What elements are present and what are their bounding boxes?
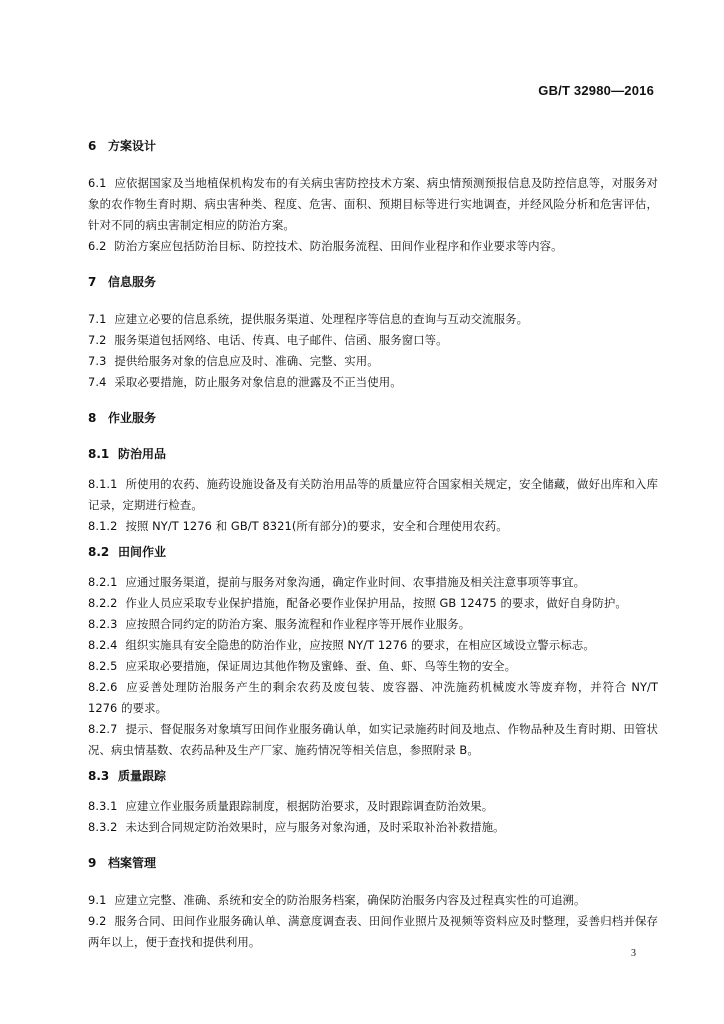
- clause-8-2-4: [88, 635, 658, 656]
- clause-number: 8.2.6: [88, 680, 118, 694]
- section-heading-6: [88, 137, 658, 155]
- clause-8-1-2: [88, 516, 658, 537]
- subsection-title: 田间作业: [118, 545, 167, 559]
- document-body: [88, 137, 658, 953]
- section-heading-8: [88, 409, 658, 427]
- clause-text: 应采取必要措施，保证周边其他作物及蜜蜂、蚕、鱼、虾、鸟等生物的安全。: [125, 659, 517, 673]
- subsection-heading-8-2: [88, 543, 658, 561]
- clause-text: 应建立作业服务质量跟踪制度，根据防治要求，及时跟踪调查防治效果。: [125, 799, 494, 813]
- clause-text: 应按照合同约定的防治方案、服务流程和作业程序等开展作业服务。: [125, 617, 471, 631]
- section-heading-9: [88, 854, 658, 872]
- subsection-number: 8.3: [88, 769, 110, 783]
- clause-number: 8.2.2: [88, 596, 118, 610]
- clause-number: 8.2.1: [88, 575, 118, 589]
- clause-text: 应妥善处理防治服务产生的剩余农药及废包装、废容器、冲洗施药机械废水等废弃物，并符合 NY/T 1276 的要求。: [88, 680, 658, 715]
- clause-number: 8.3.2: [88, 820, 118, 834]
- clause-number: 7.1: [88, 312, 107, 326]
- clause-number: 7.2: [88, 333, 107, 347]
- clause-number: 8.2.5: [88, 659, 118, 673]
- clause-text: 服务合同、田间作业服务确认单、满意度调查表、田间作业照片及视频等资料应及时整理，妥善归档并保存两年以上，便于查找和提供利用。: [88, 914, 658, 949]
- subsection-title: 防治用品: [118, 447, 167, 461]
- section-number: 9: [88, 856, 97, 870]
- clause-number: 8.2.4: [88, 638, 118, 652]
- clause-number: 9.1: [88, 893, 107, 907]
- clause-8-2-1: [88, 572, 658, 593]
- standard-code: GB/T 32980—2016: [538, 83, 654, 98]
- clause-7-2: [88, 330, 658, 351]
- clause-text: 采取必要措施，防止服务对象信息的泄露及不正当使用。: [114, 375, 402, 389]
- clause-7-3: [88, 351, 658, 372]
- clause-9-2: [88, 911, 658, 953]
- subsection-heading-8-1: [88, 445, 658, 463]
- clause-number: 6.2: [88, 239, 107, 253]
- clause-text: 未达到合同规定防治效果时，应与服务对象沟通，及时采取补治补救措施。: [125, 820, 505, 834]
- clause-text: 应依据国家及当地植保机构发布的有关病虫害防控技术方案、病虫情预测预报信息及防控信息等，对服务对象的农作物生育时期、病虫害种类、程度、危害、面积、预期目标等进行实地调查，并经风险分析和危害评估，针对不同的病虫害制定相应的防治方案。: [88, 176, 658, 232]
- section-heading-7: [88, 273, 658, 291]
- clause-7-1: [88, 309, 658, 330]
- clause-text: 服务渠道包括网络、电话、传真、电子邮件、信函、服务窗口等。: [114, 333, 448, 347]
- clause-text: 应建立完整、准确、系统和安全的防治服务档案，确保防治服务内容及过程真实性的可追溯。: [114, 893, 586, 907]
- clause-text: 按照 NY/T 1276 和 GB/T 8321(所有部分)的要求，安全和合理使用农药。: [125, 519, 508, 533]
- clause-8-2-7: [88, 719, 658, 761]
- section-number: 7: [88, 275, 97, 289]
- clause-number: 7.3: [88, 354, 107, 368]
- clause-text: 应通过服务渠道，提前与服务对象沟通，确定作业时间、农事措施及相关注意事项等事宜。: [125, 575, 586, 589]
- clause-number: 8.1.1: [88, 477, 118, 491]
- clause-text: 应建立必要的信息系统，提供服务渠道、处理程序等信息的查询与互动交流服务。: [114, 312, 529, 326]
- clause-8-1-1: [88, 474, 658, 516]
- clause-number: 8.1.2: [88, 519, 118, 533]
- subsection-number: 8.2: [88, 545, 110, 559]
- clause-number: 8.3.1: [88, 799, 118, 813]
- clause-text: 提供给服务对象的信息应及时、准确、完整、实用。: [114, 354, 379, 368]
- clause-8-3-2: [88, 817, 658, 838]
- clause-8-2-2: [88, 593, 658, 614]
- clause-text: 防治方案应包括防治目标、防控技术、防治服务流程、田间作业程序和作业要求等内容。: [114, 239, 563, 253]
- subsection-title: 质量跟踪: [118, 769, 167, 783]
- clause-text: 提示、督促服务对象填写田间作业服务确认单，如实记录施药时间及地点、作物品种及生育时期、田管状况、病虫情基数、农药品种及生产厂家、施药情况等相关信息，参照附录 B。: [88, 722, 658, 757]
- clause-8-3-1: [88, 796, 658, 817]
- subsection-heading-8-3: [88, 767, 658, 785]
- clause-8-2-3: [88, 614, 658, 635]
- section-number: 6: [88, 139, 97, 153]
- subsection-number: 8.1: [88, 447, 110, 461]
- section-title: 信息服务: [108, 275, 157, 289]
- clause-7-4: [88, 372, 658, 393]
- clause-number: 8.2.7: [88, 722, 118, 736]
- clause-text: 组织实施具有安全隐患的防治作业，应按照 NY/T 1276 的要求，在相应区域设立警示标志。: [125, 638, 595, 652]
- page-number: 3: [631, 948, 636, 959]
- clause-9-1: [88, 890, 658, 911]
- clause-text: 作业人员应采取专业保护措施，配备必要作业保护用品，按照 GB 12475 的要求，做好自身防护。: [125, 596, 627, 610]
- section-title: 作业服务: [108, 411, 157, 425]
- section-title: 方案设计: [108, 139, 157, 153]
- clause-8-2-6: [88, 677, 658, 719]
- clause-number: 6.1: [88, 176, 107, 190]
- clause-number: 8.2.3: [88, 617, 118, 631]
- section-number: 8: [88, 411, 97, 425]
- clause-6-2: [88, 236, 658, 257]
- section-title: 档案管理: [108, 856, 157, 870]
- clause-text: 所使用的农药、施药设施设备及有关防治用品等的质量应符合国家相关规定，安全储藏，做好出库和入库记录，定期进行检查。: [88, 477, 658, 512]
- clause-6-1: [88, 173, 658, 236]
- clause-8-2-5: [88, 656, 658, 677]
- clause-number: 7.4: [88, 375, 107, 389]
- clause-number: 9.2: [88, 914, 107, 928]
